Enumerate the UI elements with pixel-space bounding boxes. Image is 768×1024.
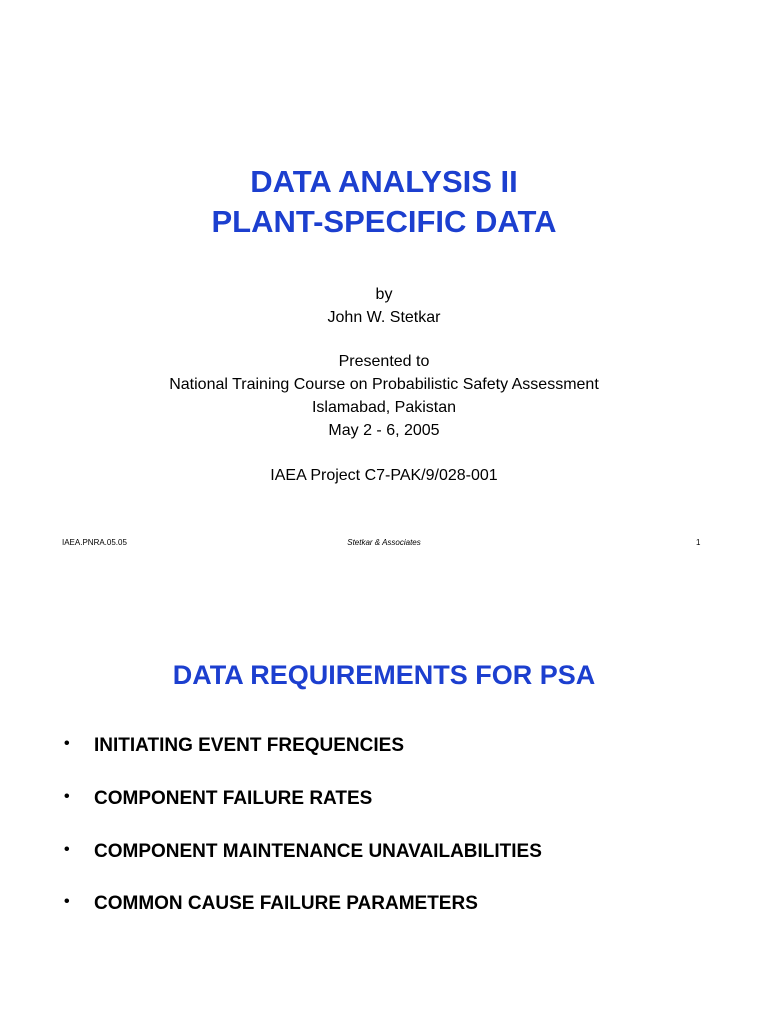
slide-title-line-1: DATA ANALYSIS II	[250, 164, 518, 199]
footer-center-text: Stetkar & Associates	[347, 538, 421, 547]
location: Islamabad, Pakistan	[311, 399, 457, 416]
by-label: by	[375, 286, 393, 303]
author-name: John W. Stetkar	[327, 309, 441, 326]
bullet-item	[64, 840, 542, 864]
presented-to-label: Presented to	[338, 353, 430, 370]
bullet-item	[64, 734, 404, 758]
footer-page-number: 1	[696, 538, 701, 547]
footer-left-text: IAEA.PNRA.05.05	[62, 538, 127, 547]
slide-2-title: DATA REQUIREMENTS FOR PSA	[172, 660, 596, 690]
bullet-dot-icon: •	[64, 788, 70, 805]
bullet-dot-icon: •	[64, 735, 70, 752]
project-id: IAEA Project C7-PAK/9/028-001	[270, 467, 498, 484]
bullet-text: COMPONENT MAINTENANCE UNAVAILABILITIES	[94, 841, 542, 862]
bullet-text: COMPONENT FAILURE RATES	[94, 788, 373, 809]
bullet-text: COMMON CAUSE FAILURE PARAMETERS	[94, 893, 478, 914]
bullet-dot-icon: •	[64, 893, 70, 910]
bullet-text: INITIATING EVENT FREQUENCIES	[94, 735, 405, 756]
slide-title-line-2: PLANT-SPECIFIC DATA	[211, 204, 557, 239]
course-name: National Training Course on Probabilistic Safety Assessment	[169, 376, 599, 393]
bullet-item	[64, 892, 478, 916]
bullet-item	[64, 787, 372, 811]
date: May 2 - 6, 2005	[328, 422, 440, 439]
bullet-dot-icon: •	[64, 841, 70, 858]
